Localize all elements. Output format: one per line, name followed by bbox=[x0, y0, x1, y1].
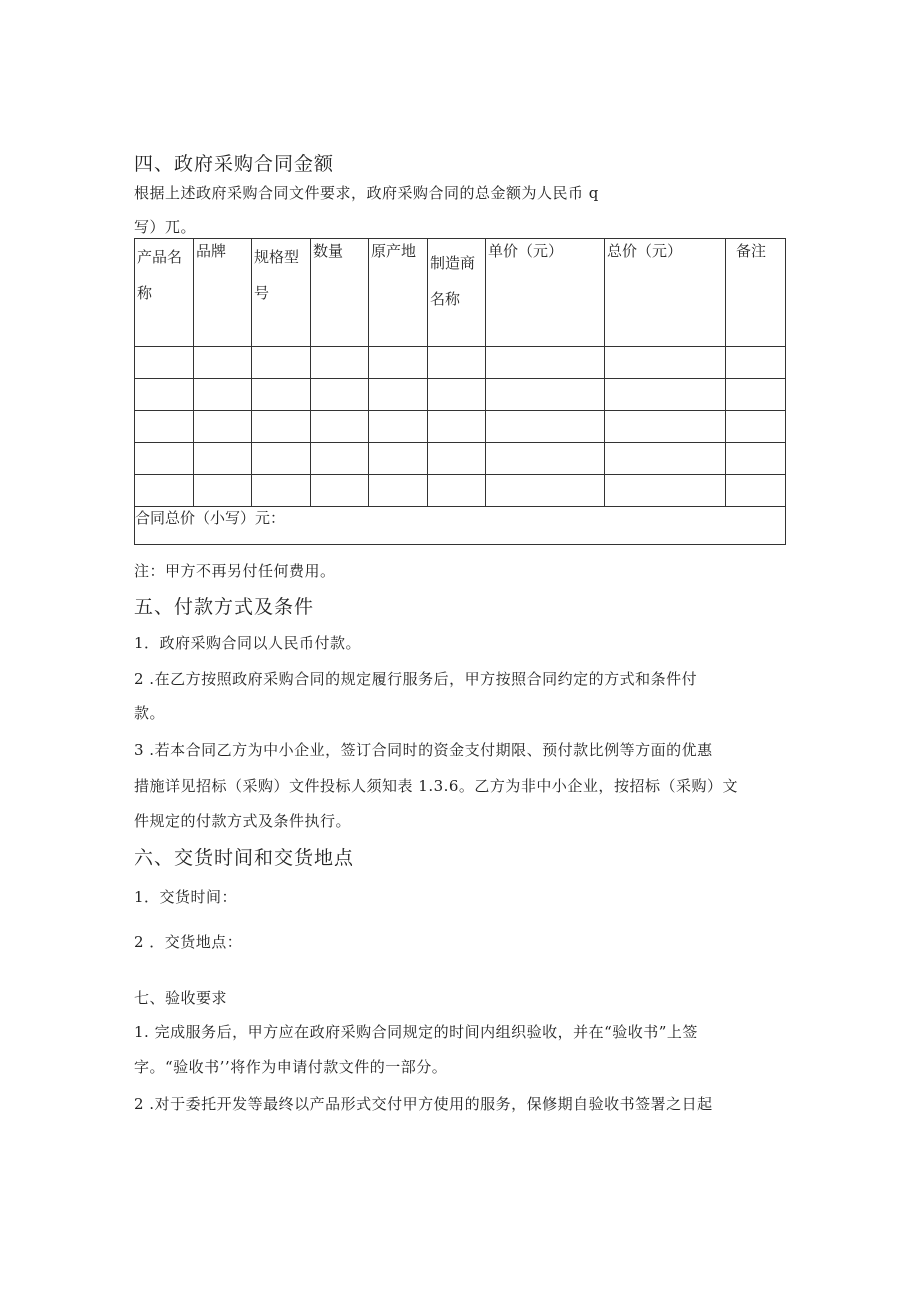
header-cell-brand: 品牌 bbox=[194, 239, 252, 347]
section-6-item-2: 2 ．交货地点： bbox=[134, 933, 243, 951]
section-5-item-2-line-2: 款。 bbox=[134, 704, 166, 722]
section-6-item-1: 1．交货时间： bbox=[134, 888, 238, 906]
section-4-paragraph-line-2: 写）兀。 bbox=[134, 218, 197, 236]
section-4-paragraph-line-1: 根据上述政府采购合同文件要求，政府采购合同的总金额为人民币 q bbox=[134, 184, 599, 202]
section-5-item-2-line-1: 2 .在乙方按照政府采购合同的规定履行服务后，甲方按照合同约定的方式和条件付 bbox=[134, 670, 698, 688]
header-cell-total-price: 总价（元） bbox=[605, 239, 726, 347]
header-cell-product-name: 产品名称 bbox=[135, 239, 194, 347]
section-5-item-3-line-1: 3 .若本合同乙方为中小企业，签订合同时的资金支付期限、预付款比例等方面的优惠 bbox=[134, 741, 713, 759]
contract-total-cell: 合同总价（小写）元： bbox=[135, 507, 786, 545]
section-5-item-1: 1．政府采购合同以人民币付款。 bbox=[134, 634, 362, 652]
section-5-item-3-line-2: 措施详见招标（采购）文件投标人须知表 1.3.6。乙方为非中小企业，按招标（采购）文 bbox=[134, 777, 738, 795]
table-row bbox=[135, 475, 786, 507]
header-cell-remarks: 备注 bbox=[726, 239, 786, 347]
section-5-heading: 五、付款方式及条件 bbox=[134, 596, 315, 618]
table-row bbox=[135, 411, 786, 443]
table-row bbox=[135, 347, 786, 379]
table-header-row bbox=[135, 239, 786, 347]
table-row bbox=[135, 379, 786, 411]
header-cell-spec-model: 规格型号 bbox=[252, 239, 311, 347]
header-cell-quantity: 数量 bbox=[311, 239, 369, 347]
section-6-heading: 六、交货时间和交货地点 bbox=[134, 847, 355, 869]
table-total-row bbox=[135, 507, 786, 545]
section-7-item-1-line-1: 1. 完成服务后，甲方应在政府采购合同规定的时间内组织验收，并在“验收书”上签 bbox=[134, 1023, 698, 1041]
section-7-heading: 七、验收要求 bbox=[134, 989, 228, 1007]
section-5-item-3-line-3: 件规定的付款方式及条件执行。 bbox=[134, 812, 352, 830]
header-cell-unit-price: 单价（元） bbox=[486, 239, 605, 347]
table-row bbox=[135, 443, 786, 475]
product-table bbox=[134, 238, 786, 545]
note-text: 注：甲方不再另付任何费用。 bbox=[134, 562, 336, 580]
header-cell-manufacturer: 制造商名称 bbox=[428, 239, 486, 347]
section-7-item-1-line-2: 字。“验收书’’将作为申请付款文件的一部分。 bbox=[134, 1058, 448, 1076]
section-7-item-2: 2 .对于委托开发等最终以产品形式交付甲方使用的服务，保修期自验收书签署之日起 bbox=[134, 1095, 713, 1113]
section-4-heading: 四、政府采购合同金额 bbox=[134, 153, 335, 175]
header-cell-origin: 原产地 bbox=[369, 239, 428, 347]
